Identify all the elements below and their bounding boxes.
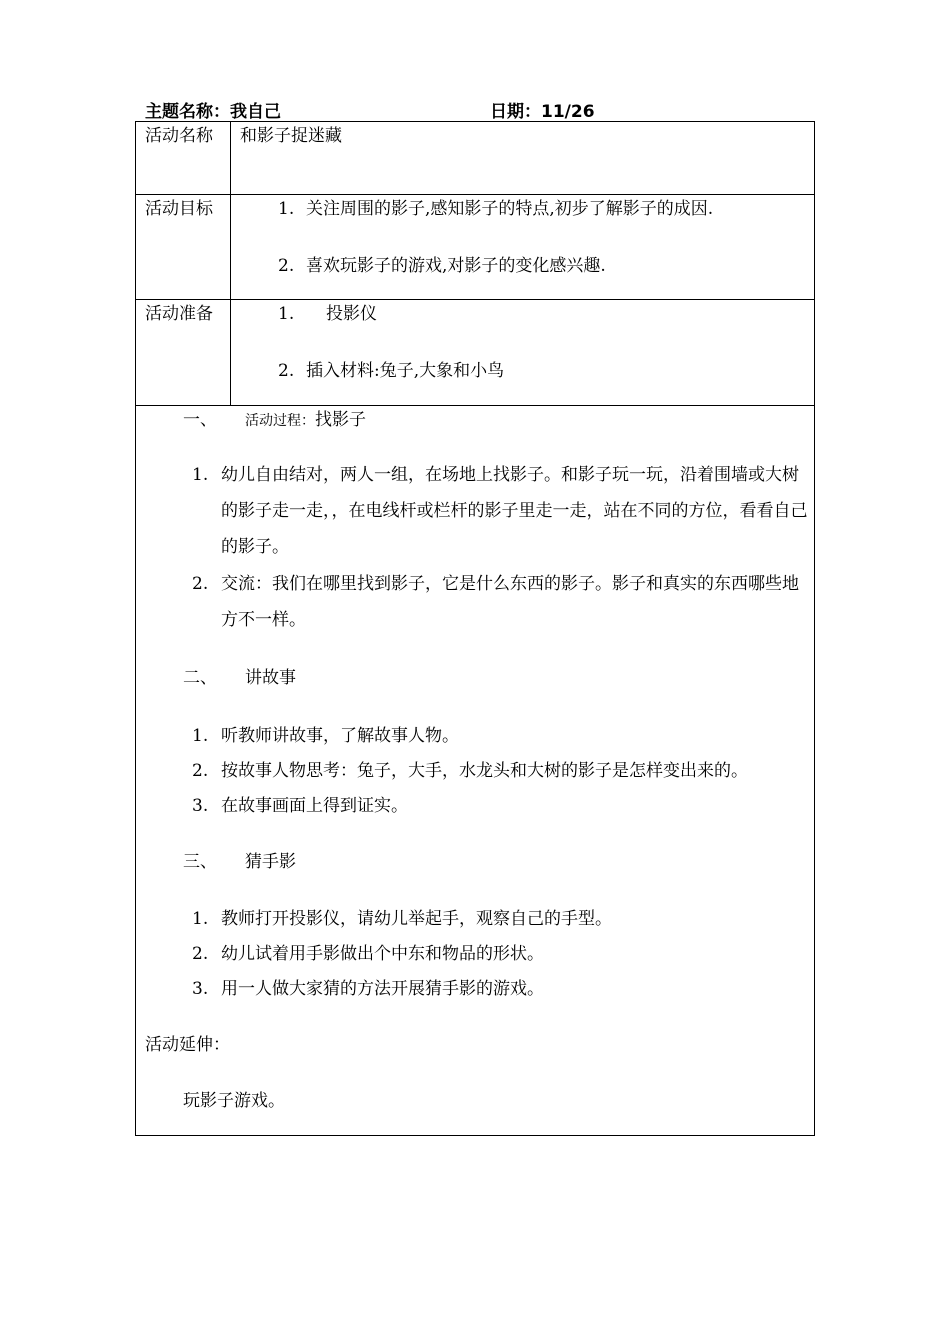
list-item-num: 3. (192, 979, 209, 999)
list-item-num: 2. (192, 944, 209, 964)
activity-prep-label: 活动准备 (145, 304, 213, 324)
list-item-num: 3. (192, 796, 209, 816)
row-divider (136, 405, 814, 406)
list-item-num: 1. (192, 909, 209, 929)
extension-label: 活动延伸： (145, 1035, 230, 1055)
section-title: 讲故事 (245, 668, 296, 688)
activity-name-value: 和影子捉迷藏 (240, 126, 342, 146)
column-divider (230, 122, 231, 405)
goal-text: 喜欢玩影子的游戏,对影子的变化感兴趣. (306, 256, 606, 276)
goal-num: 2. (278, 256, 295, 276)
extension-text: 玩影子游戏。 (183, 1091, 285, 1111)
theme-title: 主题名称：我自己 (145, 102, 281, 122)
list-item-text: 听教师讲故事，了解故事人物。 (221, 726, 459, 746)
goal-num: 1. (278, 199, 295, 219)
row-divider (136, 194, 814, 195)
section-title-prefix: 活动过程： (245, 413, 315, 429)
prep-num: 2. (278, 361, 295, 381)
list-item-text: 幼儿自由结对，两人一组，在场地上找影子。和影子玩一玩，沿着围墙或大树的影子走一走，，在电线杆或栏杆的影子里走一走，站在不同的方位，看看自己的影子。 (221, 465, 808, 557)
list-item-num: 1. (192, 465, 209, 485)
list-item-text: 交流：我们在哪里找到影子，它是什么东西的影子。影子和真实的东西哪些地方不一样。 (221, 574, 799, 630)
list-item-text: 在故事画面上得到证实。 (221, 796, 408, 816)
prep-text: 插入材料:兔子,大象和小鸟 (306, 361, 505, 381)
list-item-text: 按故事人物思考：兔子，大手，水龙头和大树的影子是怎样变出来的。 (221, 761, 748, 781)
lesson-plan-table (135, 121, 815, 1136)
section-title (245, 409, 366, 432)
page-header (145, 97, 825, 121)
row-divider (136, 299, 814, 300)
section-number: 三、 (183, 852, 217, 872)
list-item-num: 1. (192, 726, 209, 746)
section-number: 一、 (183, 410, 217, 430)
activity-goals-label: 活动目标 (145, 199, 213, 219)
section-title: 猜手影 (245, 852, 296, 872)
prep-text: 投影仪 (326, 304, 377, 324)
section-title-text: 找影子 (315, 410, 366, 430)
activity-name-label: 活动名称 (145, 126, 213, 146)
prep-num: 1. (278, 304, 295, 324)
list-item-text: 幼儿试着用手影做出个中东和物品的形状。 (221, 944, 544, 964)
list-item-text: 用一人做大家猜的方法开展猜手影的游戏。 (221, 979, 544, 999)
goal-text: 关注周围的影子,感知影子的特点,初步了解影子的成因. (306, 199, 714, 219)
section-number: 二、 (183, 668, 217, 688)
list-item-num: 2. (192, 761, 209, 781)
date-label: 日期：11/26 (490, 102, 595, 122)
list-item-text: 教师打开投影仪，请幼儿举起手，观察自己的手型。 (221, 909, 612, 929)
list-item-num: 2. (192, 574, 209, 594)
